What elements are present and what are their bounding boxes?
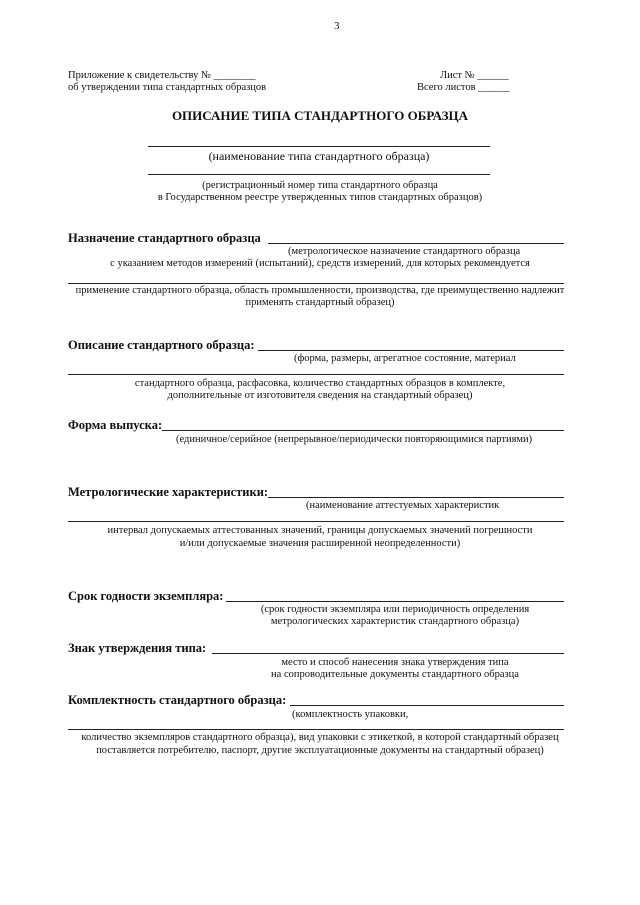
completeness-hint1: (комплектность упаковки, bbox=[292, 709, 409, 720]
header-right-line1: Лист № ______ bbox=[440, 70, 509, 81]
registration-caption-line2: в Государственном реестре утвержденных типов стандартных образцов) bbox=[157, 192, 483, 203]
metrological-hint1: (наименование аттестуемых характеристик bbox=[306, 500, 500, 511]
shelf-life-field-line[interactable] bbox=[226, 601, 564, 602]
purpose-label: Назначение стандартного образца bbox=[68, 231, 261, 245]
description-hint3: дополнительные от изготовителя сведения на стандартный образец) bbox=[167, 390, 473, 401]
approval-mark-field-line[interactable] bbox=[212, 653, 564, 654]
completeness-label: Комплектность стандартного образца: bbox=[68, 693, 287, 707]
purpose-hint4: применять стандартный образец) bbox=[245, 297, 395, 308]
description-field-line[interactable] bbox=[258, 350, 564, 351]
release-form-field-line[interactable] bbox=[162, 430, 564, 431]
registration-caption-line1: (регистрационный номер типа стандартного образца bbox=[202, 180, 438, 191]
approval-mark-hint1: место и способ нанесения знака утверждения типа bbox=[281, 657, 509, 668]
shelf-life-hint2: метрологических характеристик стандартного образца) bbox=[270, 616, 520, 627]
header-left-line1: Приложение к свидетельству № ________ bbox=[68, 70, 256, 81]
description-hint1: (форма, размеры, агрегатное состояние, материал bbox=[294, 353, 516, 364]
shelf-life-label: Срок годности экземпляра: bbox=[68, 589, 224, 603]
purpose-hint3: применение стандартного образца, область промышленности, производства, где преимущественно надлежит bbox=[75, 285, 565, 296]
metrological-field-line2[interactable] bbox=[68, 521, 564, 522]
shelf-life-hint1: (срок годности экземпляра или периодичность определения bbox=[260, 604, 530, 615]
release-form-label: Форма выпуска: bbox=[68, 418, 163, 432]
purpose-field-line2[interactable] bbox=[68, 283, 564, 284]
name-field-line[interactable] bbox=[148, 146, 490, 147]
purpose-hint1: (метрологическое назначение стандартного образца bbox=[288, 246, 521, 257]
approval-mark-hint2: на сопроводительные документы стандартного образца bbox=[271, 669, 519, 680]
completeness-field-line[interactable] bbox=[290, 705, 564, 706]
completeness-hint2: количество экземпляров стандартного образца), вид упаковки с этикеткой, в которой стандартный образец bbox=[81, 732, 559, 743]
registration-field-line[interactable] bbox=[148, 174, 490, 175]
header-left-line2: об утверждении типа стандартных образцов bbox=[68, 82, 267, 93]
approval-mark-label: Знак утверждения типа: bbox=[68, 641, 207, 655]
metrological-field-line[interactable] bbox=[268, 497, 564, 498]
page-number: 3 bbox=[334, 20, 340, 32]
completeness-hint3: поставляется потребителю, паспорт, другие эксплуатационные документы на стандартный образец) bbox=[96, 745, 544, 756]
metrological-hint3: и/или допускаемые значения расширенной неопределенности) bbox=[179, 538, 461, 549]
release-form-hint1: (единичное/серийное (непрерывное/периодически повторяющимися партиями) bbox=[176, 434, 533, 445]
completeness-field-line2[interactable] bbox=[68, 729, 564, 730]
description-field-line2[interactable] bbox=[68, 374, 564, 375]
metrological-hint2: интервал допускаемых аттестованных значений, границы допускаемых значений погрешности bbox=[107, 525, 533, 536]
description-hint2: стандартного образца, расфасовка, количество стандартных образцов в комплекте, bbox=[134, 378, 506, 389]
metrological-label: Метрологические характеристики: bbox=[68, 485, 269, 499]
header-right-line2: Всего листов ______ bbox=[417, 82, 510, 93]
description-label: Описание стандартного образца: bbox=[68, 338, 255, 352]
purpose-field-line[interactable] bbox=[268, 243, 564, 244]
page-title: ОПИСАНИЕ ТИПА СТАНДАРТНОГО ОБРАЗЦА bbox=[171, 108, 469, 123]
purpose-hint2: с указанием методов измерений (испытаний), средств измерений, для которых рекомендуется bbox=[110, 258, 530, 269]
name-caption: (наименование типа стандартного образца) bbox=[208, 149, 430, 163]
